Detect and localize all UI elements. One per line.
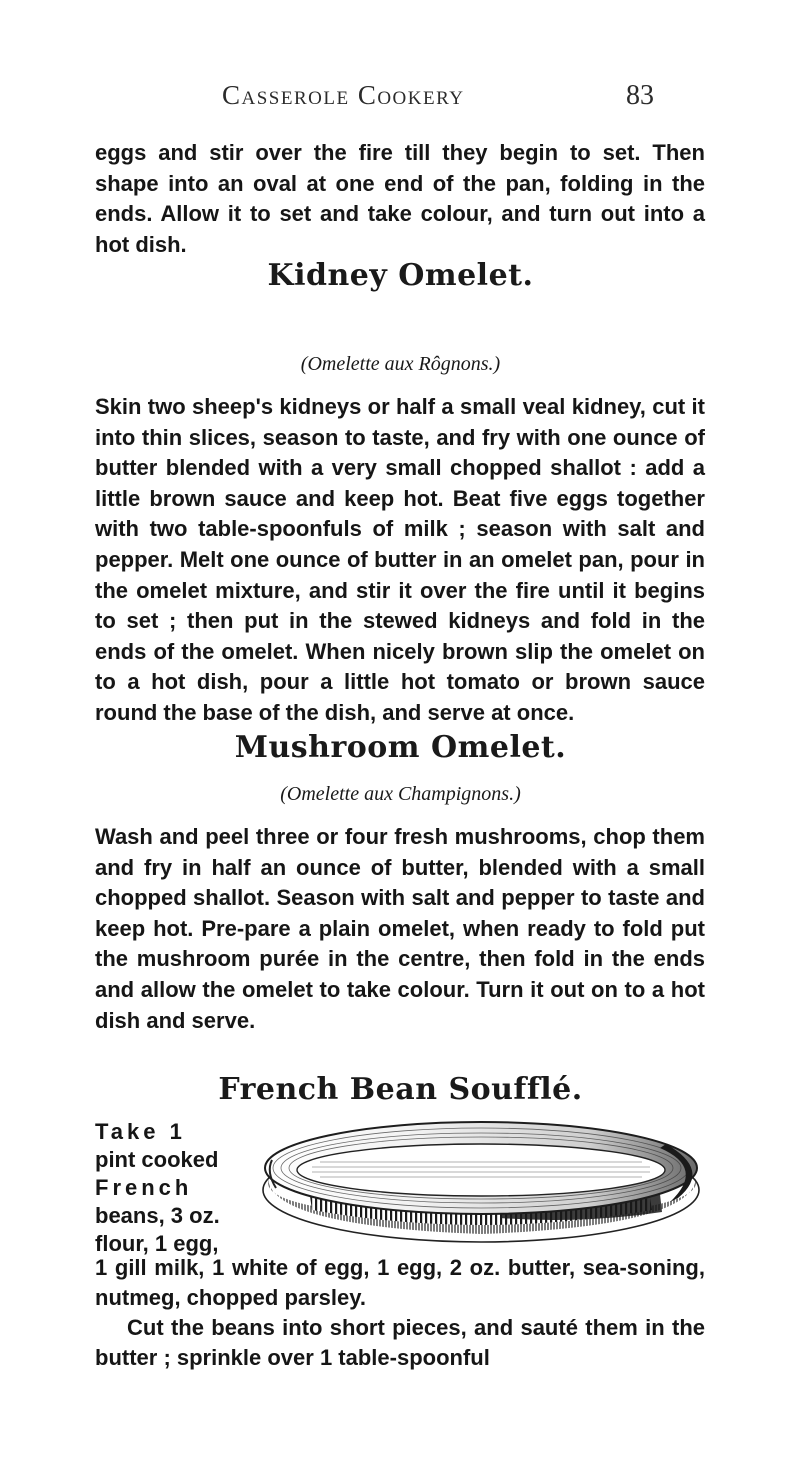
ingredients-line: beans, 3 oz.: [95, 1203, 220, 1228]
casserole-dish-illustration: [250, 1114, 712, 1250]
kidney-omelet-recipe: Skin two sheep's kidneys or half a small veal kidney, cut it into thin slices, season to taste, and fry with one ounce of butter blended with a very small chopped shallot : add a little brown sauce and keep hot. Beat five eggs together with two table-spoonfuls of milk ; season with salt and pepper. Melt one ounce of butter in an omelet pan, pour in the omelet mixture, and stir it over the fire until it begins to set ; then put in the stewed kidneys and fold in the ends of the omelet. When nicely brown slip the omelet on to a hot dish, pour a little hot tomato or brown sauce round the base of the dish, and serve at once.: [95, 394, 705, 725]
ingredients-line: Take 1: [95, 1119, 186, 1144]
intro-paragraph: eggs and stir over the fire till they begin to set. Then shape into an oval at one end of the pan, folding in the ends. Allow it to set and take colour, and turn out into a hot dish.: [95, 140, 705, 257]
kidney-omelet-subheading: (Omelette aux Rôgnons.): [300, 353, 501, 375]
running-title: Casserole Cookery: [222, 80, 465, 110]
mushroom-omelet-subheading: (Omelette aux Champignons.): [280, 783, 521, 805]
ingredients-wrap-text: [95, 1118, 245, 1258]
ingredients-line: pint cooked: [95, 1147, 219, 1172]
mushroom-omelet-heading: Mushroom Omelet.: [234, 730, 567, 765]
souffle-method: Cut the beans into short pieces, and sauté them in the butter ; sprinkle over 1 table-spoonful: [95, 1315, 705, 1370]
page-number: 83: [626, 80, 654, 111]
running-head: [0, 78, 801, 122]
kidney-omelet-heading: Kidney Omelet.: [267, 258, 534, 293]
ingredients-line: French: [95, 1175, 193, 1200]
ingredients-line: flour, 1 egg,: [95, 1231, 219, 1256]
mushroom-omelet-recipe: Wash and peel three or four fresh mushrooms, chop them and fry in half an ounce of butter, blended with a small chopped shallot. Season with salt and pepper to taste and keep hot. Pre-pare a plain omelet, when ready to fold put the mushroom purée in the centre, then fold in the ends and allow the omelet to take colour. Turn it out on to a hot dish and serve.: [95, 824, 705, 1033]
french-bean-souffle-heading: French Bean Soufflé.: [218, 1072, 583, 1107]
ingredients-continued: 1 gill milk, 1 white of egg, 1 egg, 2 oz. butter, sea-soning, nutmeg, chopped parsley.: [95, 1255, 705, 1310]
